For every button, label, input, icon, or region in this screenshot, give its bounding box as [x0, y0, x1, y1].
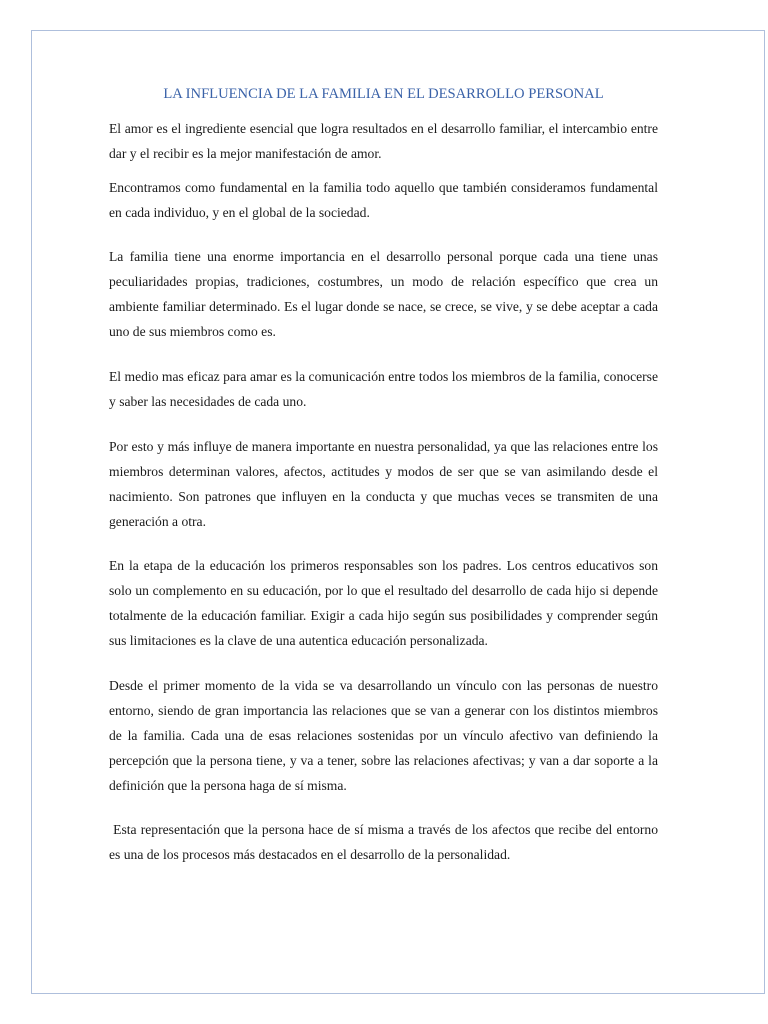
- document-title: LA INFLUENCIA DE LA FAMILIA EN EL DESARROLLO PERSONAL: [163, 86, 604, 102]
- paragraph-5: Por esto y más influye de manera importante en nuestra personalidad, ya que las relaciones entre los miembros determinan valores, afectos, actitudes y modos de ser que se van asimilando desde el nacimiento. Son patrones que influyen en la conducta y que muchas veces se transmiten de una generación a otra.: [109, 439, 658, 529]
- paragraph-8: Esta representación que la persona hace de sí misma a través de los afectos que recibe del entorno es una de los procesos más destacados en el desarrollo de la personalidad.: [109, 822, 662, 862]
- document-body[interactable]: [109, 82, 662, 867]
- paragraph-3: La familia tiene una enorme importancia en el desarrollo personal porque cada una tiene unas peculiaridades propias, tradiciones, costumbres, un modo de relación específico que crea un ambiente familiar determinado. Es el lugar donde se nace, se crece, se vive, y se debe aceptar a cada uno de sus miembros como es.: [109, 249, 658, 339]
- paragraph-6: En la etapa de la educación los primeros responsables son los padres. Los centros educativos son solo un complemento en su educación, por lo que el resultado del desarrollo de cada hijo si depende totalmente de la educación familiar. Exigir a cada hijo según sus posibilidades y comprender según sus limitaciones es la clave de una autentica educación personalizada.: [109, 558, 658, 648]
- paragraph-4: El medio mas eficaz para amar es la comunicación entre todos los miembros de la familia, conocerse y saber las necesidades de cada uno.: [109, 369, 658, 409]
- paragraph-2: Encontramos como fundamental en la familia todo aquello que también consideramos fundamental en cada individuo, y en el global de la sociedad.: [109, 180, 658, 220]
- paragraph-1: El amor es el ingrediente esencial que logra resultados en el desarrollo familiar, el intercambio entre dar y el recibir es la mejor manifestación de amor.: [109, 121, 658, 161]
- paragraph-7: Desde el primer momento de la vida se va desarrollando un vínculo con las personas de nuestro entorno, siendo de gran importancia las relaciones que se van a generar con los distintos miembros de la familia. Cada una de esas relaciones sostenidas por un vínculo afectivo van definiendo la percepción que la persona tiene, y va a tener, sobre las relaciones afectivas; y van a dar soporte a la definición que la persona haga de sí misma.: [109, 678, 662, 793]
